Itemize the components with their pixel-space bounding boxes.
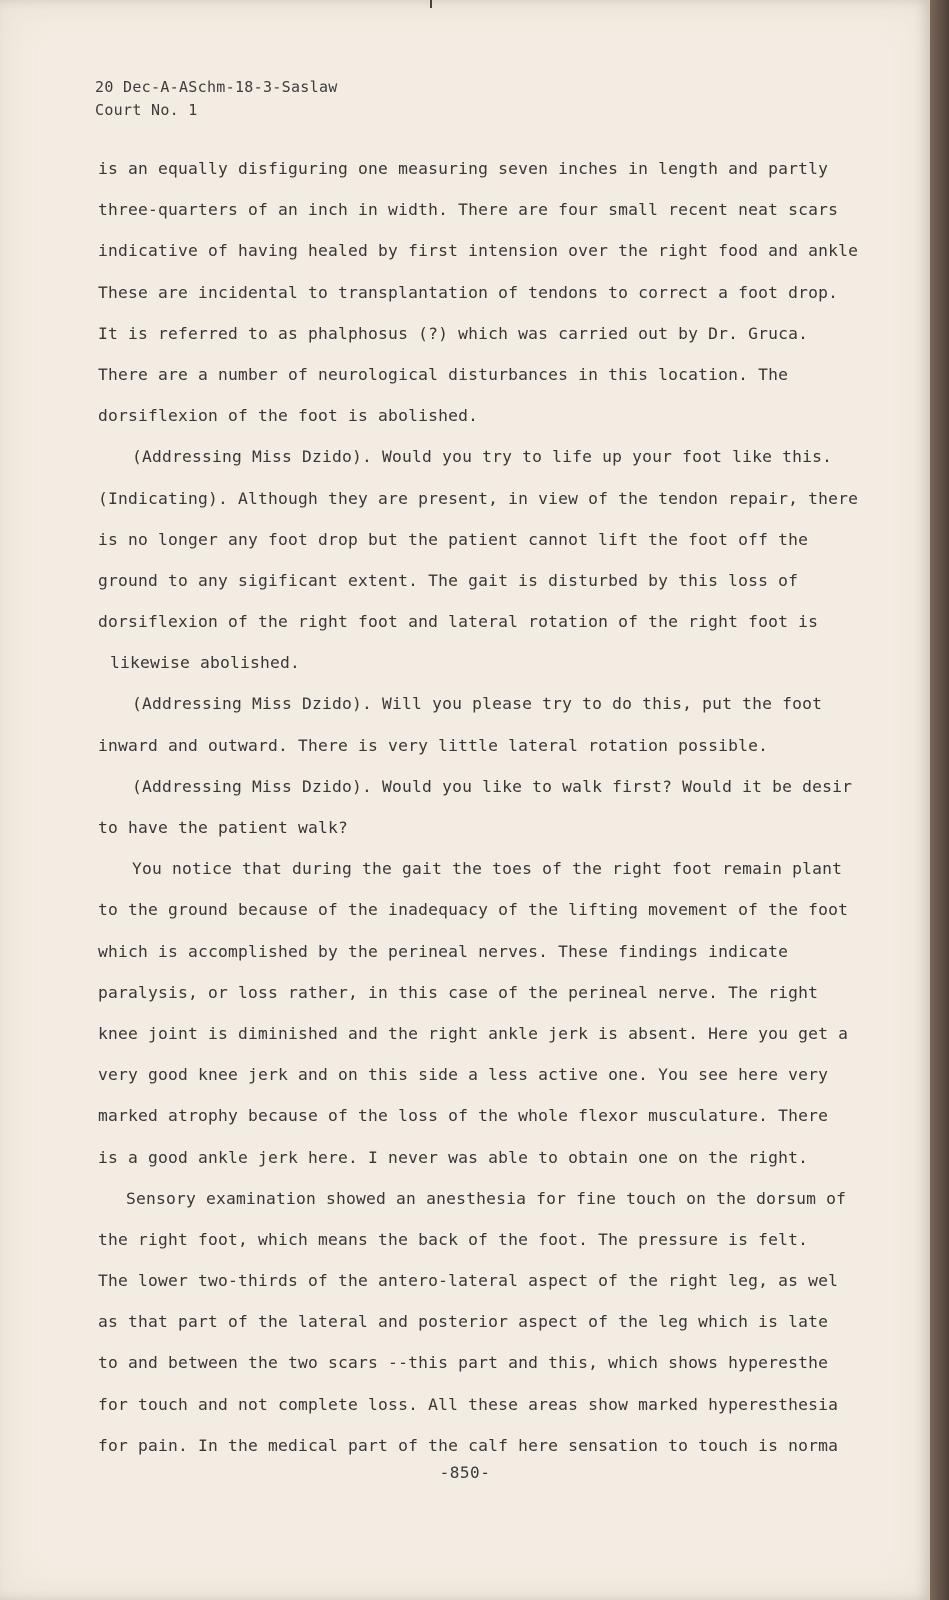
paper-mark <box>430 0 432 8</box>
text-line: You notice that during the gait the toes of the right foot remain plant <box>132 859 843 879</box>
text-line: for pain. In the medical part of the calf here sensation to touch is norma <box>98 1435 839 1455</box>
text-line: to have the patient walk? <box>98 818 349 837</box>
document-header <box>95 76 338 122</box>
text-line: It is referred to as phalphosus (?) which was carried out by Dr. Gruca. <box>98 323 809 343</box>
text-line: (Indicating). Although they are present, in view of the tendon repair, there <box>98 488 859 508</box>
text-line: is a good ankle jerk here. I never was able to obtain one on the right. <box>98 1147 809 1167</box>
text-line: paralysis, or loss rather, in this case of the perineal nerve. The right <box>98 982 819 1002</box>
text-line: three-quarters of an inch in width. There are four small recent neat scars <box>98 200 839 220</box>
page-number: -850- <box>439 1463 491 1482</box>
text-line: the right foot, which means the back of the foot. The pressure is felt. <box>98 1229 809 1249</box>
header-reference: 20 Dec-A-ASchm-18-3-Saslaw <box>95 78 338 96</box>
text-line: likewise abolished. <box>110 653 301 673</box>
text-line: inward and outward. There is very little lateral rotation possible. <box>98 735 769 755</box>
text-line: indicative of having healed by first intension over the right food and ankle <box>98 241 859 261</box>
text-line: very good knee jerk and on this side a less active one. You see here very <box>98 1065 829 1085</box>
text-line: marked atrophy because of the loss of the whole flexor musculature. There <box>98 1106 829 1126</box>
text-line: These are incidental to transplantation of tendons to correct a foot drop. <box>98 282 839 302</box>
text-line: dorsiflexion of the right foot and lateral rotation of the right foot is <box>98 612 819 632</box>
background-edge <box>930 0 949 1600</box>
text-line: ground to any sigificant extent. The gait is disturbed by this loss of <box>98 570 799 590</box>
text-line: is no longer any foot drop but the patient cannot lift the foot off the <box>98 529 809 549</box>
text-line: which is accomplished by the perineal nerves. These findings indicate <box>98 941 789 961</box>
text-line: There are a number of neurological disturbances in this location. The <box>98 364 789 384</box>
text-line: knee joint is diminished and the right ankle jerk is absent. Here you get a <box>98 1023 849 1043</box>
text-line: (Addressing Miss Dzido). Will you please try to do this, put the foot <box>132 694 823 714</box>
text-line: as that part of the lateral and posterior aspect of the leg which is late <box>98 1312 829 1332</box>
text-line: Sensory examination showed an anesthesia for fine touch on the dorsum of <box>126 1188 847 1208</box>
text-line: (Addressing Miss Dzido). Would you try to life up your foot like this. <box>132 447 833 467</box>
text-line: dorsiflexion of the foot is abolished. <box>98 406 479 426</box>
text-line: to and between the two scars --this part and this, which shows hyperesthe <box>98 1353 829 1373</box>
header-court: Court No. 1 <box>95 101 198 119</box>
text-line: to the ground because of the inadequacy of the lifting movement of the foot <box>98 900 849 920</box>
text-line: is an equally disfiguring one measuring seven inches in length and partly <box>98 159 829 178</box>
text-line: for touch and not complete loss. All these areas show marked hyperesthesia <box>98 1394 839 1414</box>
text-line: (Addressing Miss Dzido). Would you like to walk first? Would it be desir <box>132 776 853 796</box>
text-line: The lower two-thirds of the antero-lateral aspect of the right leg, as wel <box>98 1271 839 1291</box>
transcript-body <box>98 148 878 1466</box>
